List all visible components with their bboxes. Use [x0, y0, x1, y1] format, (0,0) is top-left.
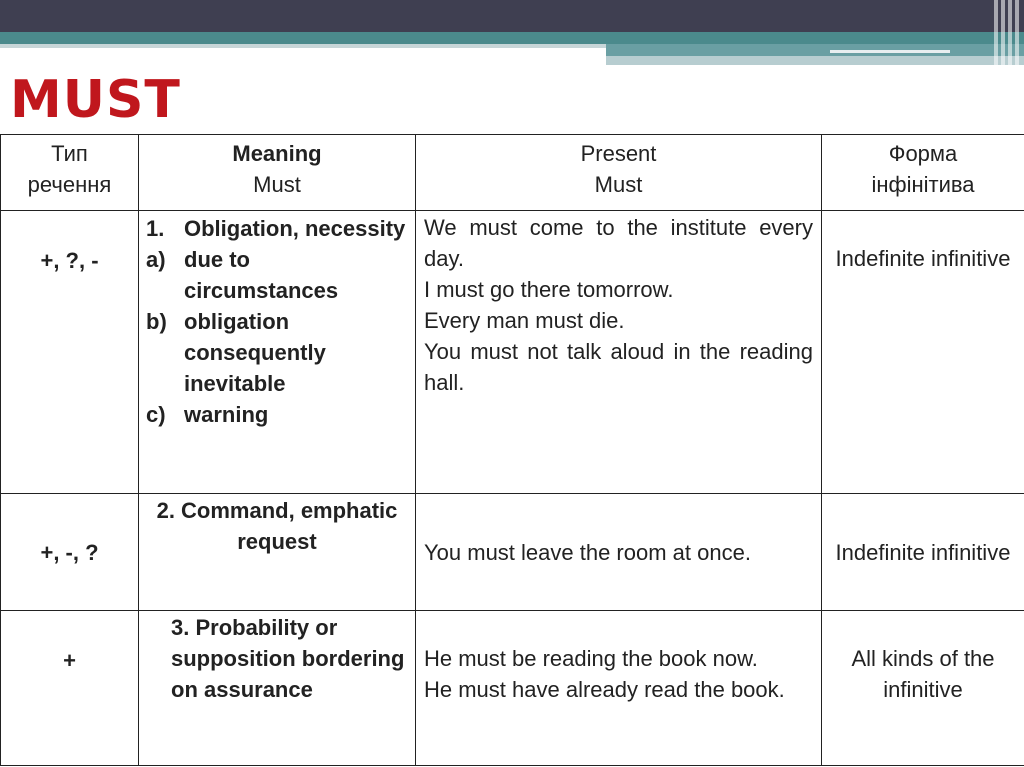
- header-bar-accent: [0, 44, 606, 48]
- example-sentence: We must come to the institute every day.: [424, 215, 813, 271]
- list-item: c) warning: [146, 402, 269, 427]
- meaning-list: [140, 212, 414, 430]
- example-sentence: He must be reading the book now.: [424, 646, 758, 671]
- table-row: [1, 211, 1024, 494]
- page-title: MUST: [10, 70, 181, 130]
- header-bar-teal-secondary: [606, 44, 1024, 56]
- meaning-cell: 3. Probability or supposition bordering on assurance: [139, 611, 416, 766]
- example-sentence: You must leave the room at once.: [424, 539, 751, 565]
- header-meaning: Meaning Must: [139, 135, 416, 211]
- sentence-type-cell: +, -, ?: [1, 494, 139, 611]
- sentence-type-cell: +, ?, -: [1, 211, 139, 494]
- infinitive-cell: All kinds of the infinitive: [822, 611, 1024, 766]
- header-bar-teal: [0, 32, 1024, 44]
- infinitive-cell: Indefinite infinitive: [822, 211, 1024, 494]
- example-sentence: You must not talk aloud in the reading hall.: [424, 339, 813, 395]
- header-bar-light: [606, 56, 1024, 65]
- list-item: 1. Obligation, necessity: [146, 216, 406, 241]
- example-sentence: Every man must die.: [424, 308, 625, 333]
- infinitive-cell: Indefinite infinitive: [822, 494, 1024, 611]
- examples-cell: [416, 494, 822, 611]
- header-present: Present Must: [416, 135, 822, 211]
- header-bar-dark: [0, 0, 1024, 32]
- examples-cell: [416, 211, 822, 494]
- examples-cell: [416, 611, 822, 766]
- header-sentence-type: Тип речення: [1, 135, 139, 211]
- example-sentence: He must have already read the book.: [424, 677, 785, 702]
- table-row: [1, 611, 1024, 766]
- example-sentence: I must go there tomorrow.: [424, 277, 674, 302]
- table-row: [1, 494, 1024, 611]
- list-item: a) due to circumstances: [146, 247, 339, 303]
- must-table: [0, 134, 1024, 766]
- header-infinitive-form: Форма інфінітива: [822, 135, 1024, 211]
- header-stripes: [994, 0, 1024, 65]
- meaning-cell: [139, 211, 416, 494]
- table-header-row: [1, 135, 1024, 211]
- header-bar-highlight: [830, 50, 950, 53]
- meaning-cell: 2. Command, emphatic request: [139, 494, 416, 611]
- sentence-type-cell: +: [1, 611, 139, 766]
- list-item: b) obligation consequently inevitable: [146, 309, 326, 396]
